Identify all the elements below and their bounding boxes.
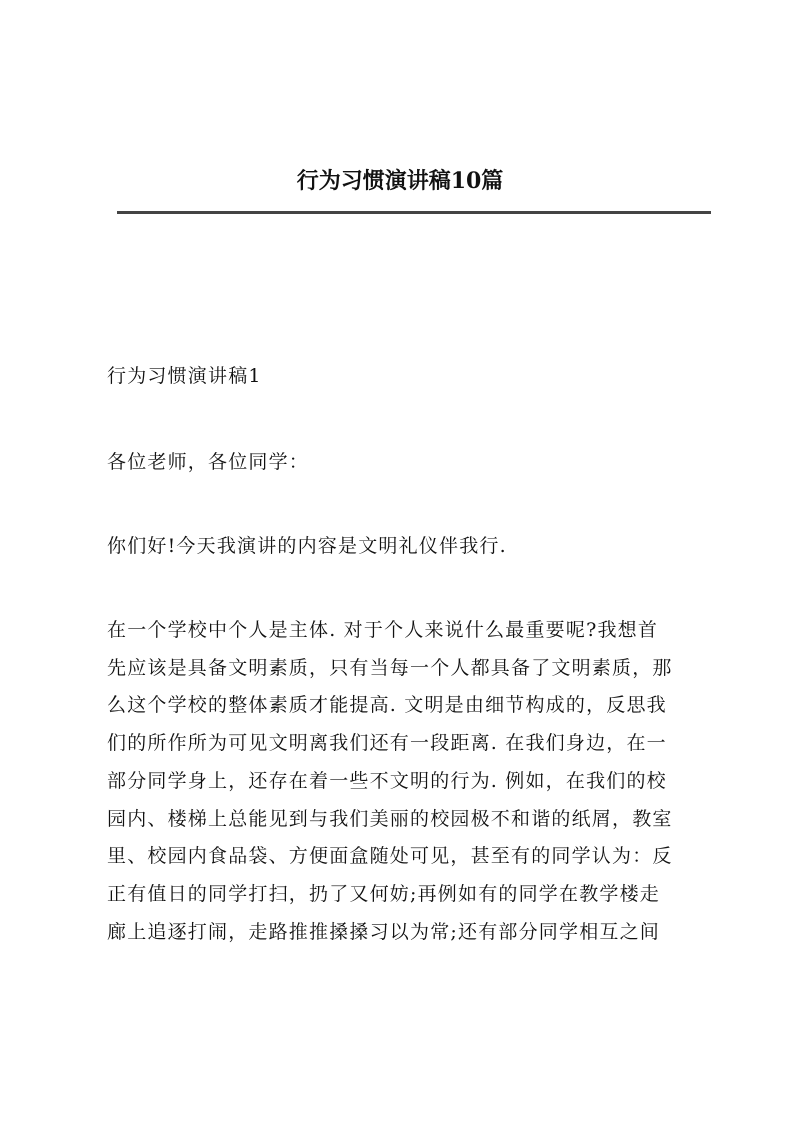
document-title: 行为习惯演讲稿10篇 bbox=[296, 168, 504, 194]
title-underline bbox=[117, 211, 711, 214]
intro-line: 你们好!今天我演讲的内容是文明礼仪伴我行. bbox=[107, 535, 507, 557]
paragraph-line: 里、校园内食品袋、方便面盒随处可见，甚至有的同学认为：反 bbox=[107, 845, 673, 868]
paragraph-line: 部分同学身上，还存在着一些不文明的行为. 例如，在我们的校 bbox=[107, 769, 667, 792]
paragraph-line: 么这个学校的整体素质才能提高. 文明是由细节构成的，反思我 bbox=[107, 694, 667, 717]
paragraph-line: 们的所作所为可见文明离我们还有一段距离. 在我们身边，在一 bbox=[107, 732, 667, 755]
paragraph-line: 正有值日的同学打扫，扔了又何妨;再例如有的同学在教学楼走 bbox=[107, 882, 661, 905]
paragraph-line: 廊上追逐打闹，走路推推搡搡习以为常;还有部分同学相互之间 bbox=[107, 920, 661, 943]
body-paragraph bbox=[107, 612, 717, 951]
paragraph-line: 园内、楼梯上总能见到与我们美丽的校园极不和谐的纸屑，教室 bbox=[107, 807, 673, 830]
section-heading: 行为习惯演讲稿1 bbox=[107, 365, 262, 387]
paragraph-line: 先应该是具备文明素质，只有当每一个人都具备了文明素质，那 bbox=[107, 656, 673, 679]
paragraph-line: 在一个学校中个人是主体. 对于个人来说什么最重要呢?我想首 bbox=[107, 619, 659, 641]
greeting-line: 各位老师，各位同学： bbox=[107, 451, 310, 473]
